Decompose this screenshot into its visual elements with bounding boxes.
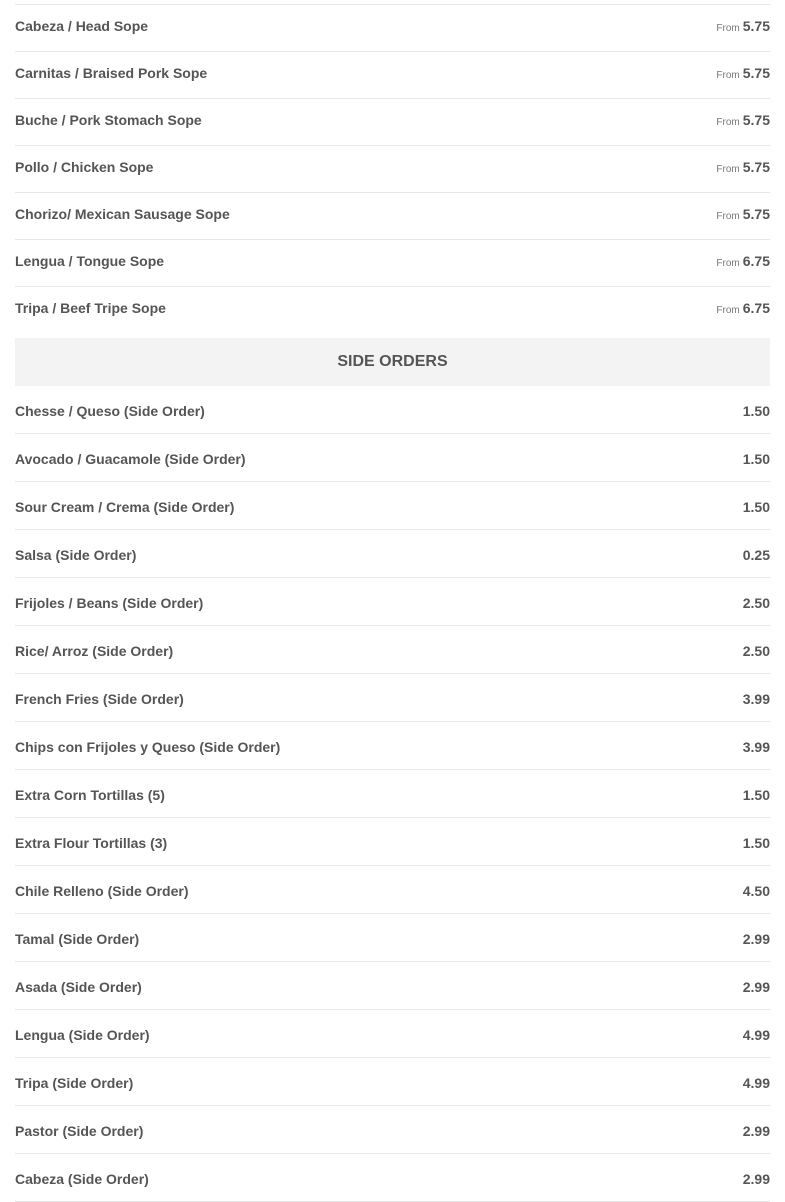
- item-price: 5.75: [742, 18, 770, 34]
- item-price: 2.50: [742, 595, 770, 611]
- menu-item[interactable]: [15, 99, 770, 146]
- item-name: Sour Cream / Crema (Side Order): [15, 499, 235, 515]
- item-price-wrap: [716, 112, 770, 128]
- item-price-wrap: [716, 65, 770, 81]
- item-price: 1.50: [742, 787, 770, 803]
- item-price: 2.50: [742, 643, 770, 659]
- menu-item[interactable]: [15, 722, 770, 770]
- menu-item[interactable]: [15, 1010, 770, 1058]
- item-price: 3.99: [742, 739, 770, 755]
- item-price: 4.99: [742, 1027, 770, 1043]
- from-label: From: [716, 70, 740, 81]
- menu-item[interactable]: [15, 818, 770, 866]
- menu-item[interactable]: [15, 434, 770, 482]
- item-price-wrap: [716, 18, 770, 34]
- item-price: 2.99: [742, 979, 770, 995]
- item-name: Pollo / Chicken Sope: [15, 159, 154, 175]
- item-price: 5.75: [742, 65, 770, 81]
- menu-item[interactable]: [15, 914, 770, 962]
- from-label: From: [716, 23, 740, 34]
- from-label: From: [716, 211, 740, 222]
- item-price-wrap: [716, 206, 770, 222]
- item-name: Avocado / Guacamole (Side Order): [15, 451, 246, 467]
- menu-item[interactable]: [15, 386, 770, 434]
- item-price: 4.99: [742, 1075, 770, 1091]
- item-price-wrap: [716, 300, 770, 316]
- menu-list: [15, 4, 770, 1202]
- side-orders-section: [15, 386, 770, 1202]
- menu-item[interactable]: [15, 193, 770, 240]
- item-name: Tamal (Side Order): [15, 931, 140, 947]
- menu-item[interactable]: [15, 146, 770, 193]
- menu-item[interactable]: [15, 962, 770, 1010]
- menu-item[interactable]: [15, 626, 770, 674]
- item-name: Buche / Pork Stomach Sope: [15, 112, 202, 128]
- menu-item[interactable]: [15, 770, 770, 818]
- item-price-wrap: [716, 253, 770, 269]
- menu-item[interactable]: [15, 5, 770, 52]
- item-name: Chorizo/ Mexican Sausage Sope: [15, 206, 230, 222]
- item-name: Cabeza / Head Sope: [15, 18, 149, 34]
- item-price: 1.50: [742, 403, 770, 419]
- item-name: Asada (Side Order): [15, 979, 142, 995]
- item-price: 3.99: [742, 691, 770, 707]
- item-price: 1.50: [742, 499, 770, 515]
- item-name: French Fries (Side Order): [15, 691, 184, 707]
- item-name: Chile Relleno (Side Order): [15, 883, 189, 899]
- item-name: Cabeza (Side Order): [15, 1171, 149, 1187]
- item-name: Salsa (Side Order): [15, 547, 137, 563]
- item-name: Tripa / Beef Tripe Sope: [15, 300, 166, 316]
- item-price: 0.25: [742, 547, 770, 563]
- item-price: 2.99: [742, 931, 770, 947]
- item-name: Carnitas / Braised Pork Sope: [15, 65, 208, 81]
- menu-item[interactable]: [15, 240, 770, 287]
- item-price: 6.75: [742, 300, 770, 316]
- item-name: Lengua (Side Order): [15, 1027, 150, 1043]
- section-header-side-orders: SIDE ORDERS: [15, 338, 770, 386]
- item-price: 5.75: [742, 159, 770, 175]
- item-name: Frijoles / Beans (Side Order): [15, 595, 204, 611]
- item-price: 2.99: [742, 1171, 770, 1187]
- menu-item[interactable]: [15, 287, 770, 338]
- item-price: 5.75: [742, 112, 770, 128]
- item-name: Lengua / Tongue Sope: [15, 253, 165, 269]
- item-price: 1.50: [742, 835, 770, 851]
- from-label: From: [716, 117, 740, 128]
- from-label: From: [716, 305, 740, 316]
- item-name: Tripa (Side Order): [15, 1075, 134, 1091]
- menu-item[interactable]: [15, 1154, 770, 1202]
- item-name: Extra Corn Tortillas (5): [15, 787, 165, 803]
- from-label: From: [716, 258, 740, 269]
- item-price: 6.75: [742, 253, 770, 269]
- item-price-wrap: [716, 159, 770, 175]
- menu-item[interactable]: [15, 578, 770, 626]
- sopes-section: [15, 5, 770, 338]
- item-price: 1.50: [742, 451, 770, 467]
- from-label: From: [716, 164, 740, 175]
- menu-item[interactable]: [15, 1106, 770, 1154]
- menu-item[interactable]: [15, 482, 770, 530]
- menu-item[interactable]: [15, 52, 770, 99]
- item-price: 2.99: [742, 1123, 770, 1139]
- item-name: Pastor (Side Order): [15, 1123, 144, 1139]
- item-name: Chesse / Queso (Side Order): [15, 403, 205, 419]
- menu-item[interactable]: [15, 1058, 770, 1106]
- item-price: 5.75: [742, 206, 770, 222]
- item-name: Extra Flour Tortillas (3): [15, 835, 168, 851]
- menu-item[interactable]: [15, 674, 770, 722]
- menu-item[interactable]: [15, 530, 770, 578]
- menu-item[interactable]: [15, 866, 770, 914]
- item-price: 4.50: [742, 883, 770, 899]
- item-name: Rice/ Arroz (Side Order): [15, 643, 174, 659]
- item-name: Chips con Frijoles y Queso (Side Order): [15, 739, 281, 755]
